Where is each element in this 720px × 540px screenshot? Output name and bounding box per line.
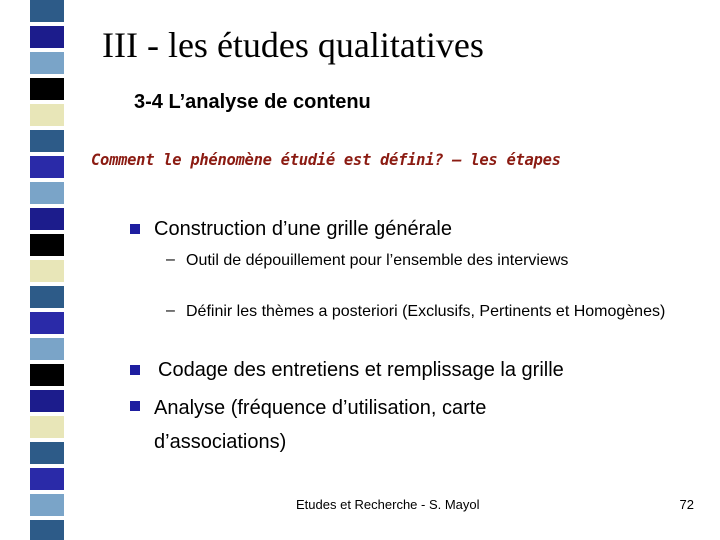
stripe-block [30,22,64,26]
stripe-block [30,48,64,52]
stripe-block [30,178,64,182]
stripe-block [30,386,64,390]
square-bullet-icon [130,401,140,411]
stripe-block [30,230,64,234]
stripe-block [30,390,64,412]
stripe-block [30,52,64,74]
stripe-block [30,204,64,208]
stripe-block [30,256,64,260]
stripe-block [30,468,64,490]
bullet-item [130,391,486,459]
square-bullet-icon [130,224,140,234]
stripe-block [30,520,64,540]
stripe-block [30,26,64,48]
sub-bullet-item [166,301,666,323]
stripe-block [30,100,64,104]
bullet-text-line: d’associations) [154,431,287,453]
sub-bullet-text: Outil de dépouillement pour l’ensemble des interviews [186,252,569,269]
stripe-block [30,260,64,282]
stripe-block [30,208,64,230]
stripe-block [30,182,64,204]
section-question: Comment le phénomène étudié est défini? – les étapes [91,151,561,169]
bullet-text: Construction d’une grille générale [154,218,452,240]
stripe-block [30,0,64,22]
stripe-block [30,308,64,312]
stripe-block [30,516,64,520]
dash-marker: – [166,251,175,268]
stripe-block [30,494,64,516]
bullet-text: Codage des entretiens et remplissage la grille [158,359,564,381]
bullet-text-line: Analyse (fréquence d’utilisation, carte [154,397,487,419]
bullet-text [154,391,486,459]
stripe-block [30,156,64,178]
slide-subtitle: 3-4 L’analyse de contenu [134,91,371,113]
stripe-pattern [0,0,66,540]
stripe-block [30,126,64,130]
stripe-block [30,490,64,494]
page-number: 72 [679,497,694,512]
stripe-block [30,286,64,308]
decorative-stripe-bar [0,0,66,540]
stripe-block [30,152,64,156]
bullet-item [88,355,564,385]
stripe-block [30,74,64,78]
stripe-block [30,412,64,416]
stripe-block [30,438,64,442]
stripe-block [30,282,64,286]
bullet-item [130,214,452,244]
stripe-block [30,104,64,126]
stripe-block [30,234,64,256]
stripe-block [30,360,64,364]
stripe-block [30,416,64,438]
stripe-block [30,78,64,100]
stripe-block [30,464,64,468]
stripe-block [30,338,64,360]
sub-bullet-text: Définir les thèmes a posteriori (Exclusifs, Pertinents et Homogènes) [186,303,666,320]
square-bullet-icon [130,365,140,375]
slide-title: III - les études qualitatives [102,25,484,65]
footer-text: Etudes et Recherche - S. Mayol [296,497,480,512]
stripe-block [30,312,64,334]
stripe-block [30,130,64,152]
stripe-block [30,334,64,338]
stripe-block [30,364,64,386]
stripe-block [30,442,64,464]
dash-marker: – [166,302,175,319]
sub-bullet-item [166,250,666,272]
